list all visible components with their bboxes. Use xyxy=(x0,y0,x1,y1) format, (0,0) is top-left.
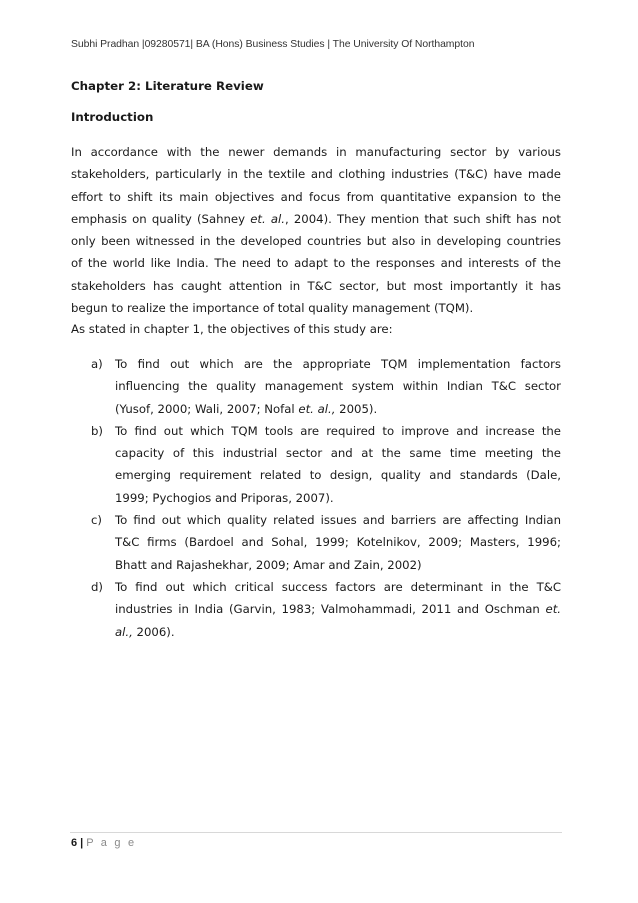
citation-etal: et. al. xyxy=(250,211,285,226)
objective-line: To find out which quality related issues and barriers are affecting Indian xyxy=(115,513,561,528)
citation-etal: et. xyxy=(545,602,561,617)
intro-line: only been witnessed in the developed countries but also in developing countries xyxy=(71,234,561,249)
objective-line: capacity of this industrial sector and at the same time meeting the xyxy=(115,446,561,461)
objective-line: al., 2006). xyxy=(115,624,175,639)
page-header: Subhi Pradhan |09280571| BA (Hons) Business Studies | The University Of Northampton xyxy=(71,39,475,50)
objective-item xyxy=(91,420,561,509)
chapter-title: Chapter 2: Literature Review xyxy=(71,79,264,93)
intro-line: emphasis on quality (Sahney et. al., 2004). They mention that such shift has not xyxy=(71,211,562,226)
intro-line: of the world like India. The need to adapt to the responses and interests of the xyxy=(71,256,561,271)
objective-line: (Yusof, 2000; Wali, 2007; Nofal et. al., 2005). xyxy=(115,401,378,416)
objective-marker: c) xyxy=(91,513,102,528)
objectives-intro-line: As stated in chapter 1, the objectives of this study are: xyxy=(71,322,393,336)
objective-item xyxy=(91,509,561,576)
objective-line: To find out which critical success factors are determinant in the T&C xyxy=(115,579,561,594)
intro-line: In accordance with the newer demands in manufacturing sector by various xyxy=(71,145,561,159)
intro-line: begun to realize the importance of total quality management (TQM). xyxy=(71,301,474,316)
objectives-list xyxy=(91,353,561,643)
footer-divider xyxy=(70,832,562,833)
intro-line: effort to shift its main objectives and focus from quantitative expansion to the xyxy=(71,189,561,204)
objective-line: emerging requirement related to design, quality and standards (Dale, xyxy=(115,468,561,483)
page-number: 6 xyxy=(71,837,78,849)
objective-line: 1999; Pychogios and Priporas, 2007). xyxy=(115,490,334,505)
objectives-intro-text xyxy=(71,318,561,340)
objective-line: To find out which TQM tools are required to improve and increase the xyxy=(115,423,561,438)
objective-line: Bhatt and Rajashekhar, 2009; Amar and Zain, 2002) xyxy=(115,557,422,572)
objective-marker: a) xyxy=(91,357,103,371)
objective-marker: d) xyxy=(91,579,103,594)
intro-line: stakeholders has caught attention in T&C sector, but most importantly it has xyxy=(71,278,561,293)
page-label: P a g e xyxy=(86,837,137,849)
objective-line: To find out which are the appropriate TQM implementation factors xyxy=(115,357,561,371)
citation-etal: et. al., xyxy=(298,401,336,416)
citation-etal: al., xyxy=(115,624,133,639)
footer-separator: | xyxy=(80,837,84,849)
objective-line: T&C firms (Bardoel and Sohal, 1999; Kotelnikov, 2009; Masters, 1996; xyxy=(115,535,561,550)
objective-marker: b) xyxy=(91,423,103,438)
intro-paragraph xyxy=(71,141,561,319)
section-title: Introduction xyxy=(71,110,154,124)
objective-line: influencing the quality management system within Indian T&C sector xyxy=(115,379,561,394)
objective-line: industries in India (Garvin, 1983; Valmohammadi, 2011 and Oschman et. xyxy=(115,602,561,617)
page-footer xyxy=(71,837,136,849)
objective-item xyxy=(91,576,561,643)
objective-item xyxy=(91,353,561,420)
intro-line: stakeholders, particularly in the textile and clothing industries (T&C) have made xyxy=(71,167,561,182)
